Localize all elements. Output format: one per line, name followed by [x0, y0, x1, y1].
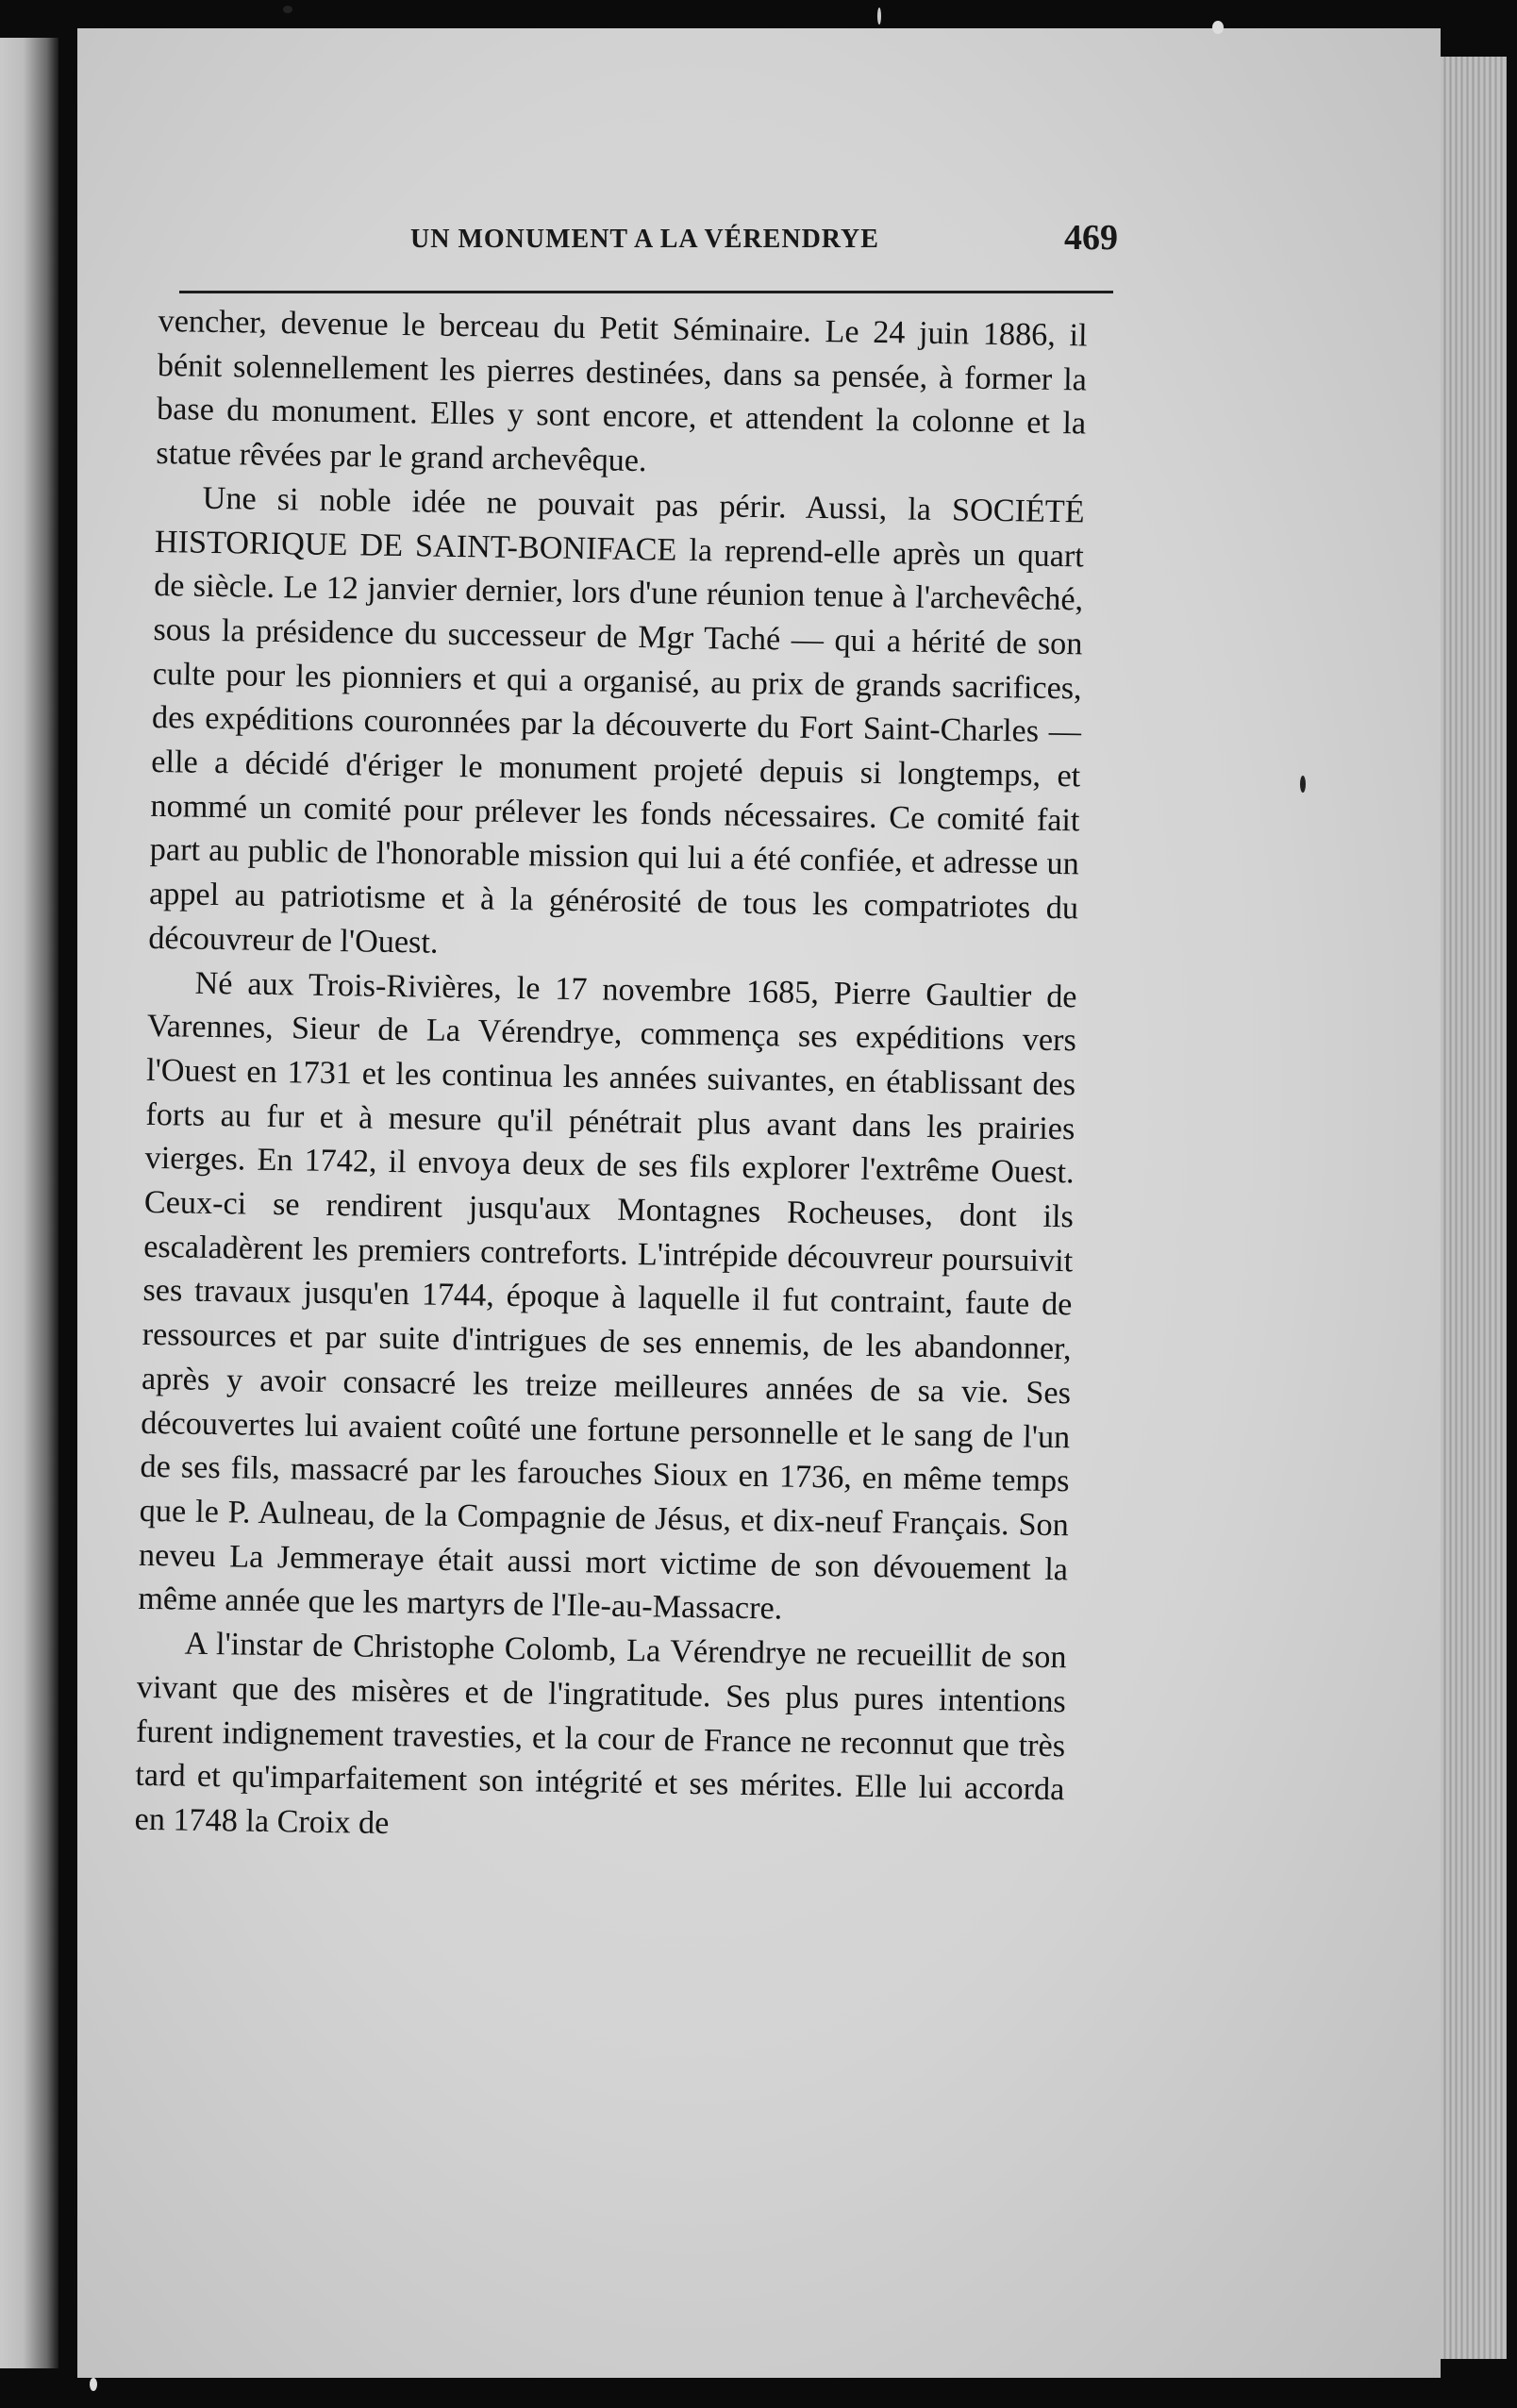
- body-text: [131, 300, 1088, 2041]
- adjacent-page-edge: [0, 38, 58, 2368]
- paragraph: Une si noble idée ne pouvait pas périr. Aussi, la SOCIÉTÉ HISTORIQUE DE SAINT-BONIFACE la reprend-elle après un quart de siècle. Le 12 janvier dernier, lors d'une réunion tenue à l'archevêché, sous la présidence du successeur de Mgr Taché — qui a hérité de son culte pour les pionniers et qui a organisé, au prix de grands sacrifices, des expéditions couronnées par la découverte du Fort Saint-Charles — elle a décidé d'ériger le monument projeté depuis si longtemps, et nommé un comité pour prélever les fonds nécessaires. Ce comité fait part au public de l'honorable mission qui lui a été confiée, et adresse un appel au patriotisme et à la générosité de tous les compatriotes du découvreur de l'Ouest.: [148, 480, 1085, 961]
- paragraph: vencher, devenue le berceau du Petit Séminaire. Le 24 juin 1886, il bénit solennellement les pierres destinées, dans sa pensée, à former la base du monument. Elles y sont encore, et attendent la colonne et la statue rêvées par le grand archevêque.: [156, 303, 1088, 479]
- page-header: [410, 215, 1118, 272]
- film-speck: [1300, 776, 1306, 793]
- film-speck: [90, 2378, 97, 2391]
- film-speck: [877, 8, 881, 25]
- header-rule: [179, 291, 1113, 293]
- paragraph: Né aux Trois-Rivières, le 17 novembre 1685, Pierre Gaultier de Varennes, Sieur de La Vérendrye, commença ses expéditions vers l'Ouest en 1731 et les continua les années suivantes, en établissant des forts au fur et à mesure qu'il pénétrait plus avant dans les prairies vierges. En 1742, il envoya deux de ses fils explorer l'extrême Ouest. Ceux-ci se rendirent jusqu'aux Montagnes Rocheuses, dont ils escaladèrent les premiers contreforts. L'intrépide découvreur poursuivit ses travaux jusqu'en 1744, époque à laquelle il fut contraint, faute de ressources et par suite d'intrigues de ses ennemis, de les abandonner, après y avoir consacré les treize meilleures années de sa vie. Ses découvertes lui avaient coûté une fortune personnelle et le sang de l'un de ses fils, massacré par les farouches Sioux en 1736, en même temps que le P. Aulneau, de la Compagnie de Jésus, et dix-neuf Français. Son neveu La Jemmeraye était aussi mort victime de son dévouement la même année que les martyrs de l'Ile-au-Massacre.: [138, 965, 1077, 1627]
- film-speck: [283, 6, 292, 13]
- paragraph: A l'instar de Christophe Colomb, La Vérendrye ne recueillit de son vivant que des misères et de l'ingratitude. Ses plus pures intentions furent indignement travesties, et la cour de France ne reconnut que très tard et qu'imparfaitement son intégrité et ses mérites. Elle lui accorda en 1748 la Croix de: [134, 1626, 1067, 1841]
- page-stack-edge: [1441, 57, 1507, 2359]
- page-number: 469: [1064, 218, 1118, 258]
- film-speck: [1212, 21, 1224, 34]
- running-title: UN MONUMENT A LA VÉRENDRYE: [410, 225, 879, 254]
